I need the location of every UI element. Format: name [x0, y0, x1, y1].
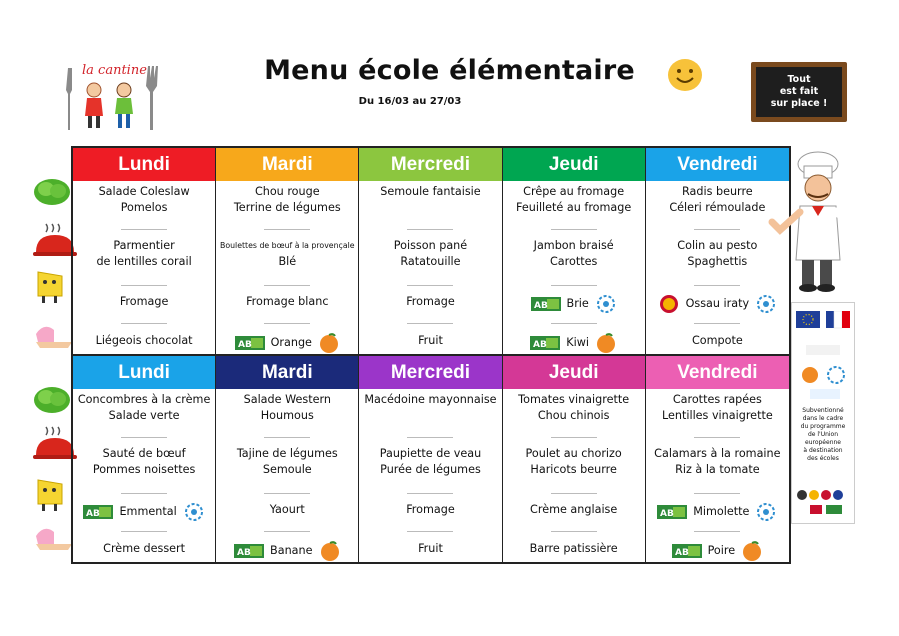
chef-illustration	[762, 150, 872, 295]
organic-label-icon	[83, 505, 113, 519]
day-header: Mardi	[216, 148, 358, 181]
milk-program-icon	[755, 294, 777, 314]
svg-text:AB: AB	[533, 301, 548, 311]
starter: Tomates vinaigrette Chou chinois	[518, 393, 630, 422]
main-course: Sauté de bœuf Pommes noisettes	[92, 447, 196, 476]
organic-label-icon	[657, 505, 687, 519]
day-column	[73, 356, 216, 562]
dessert: AB Kiwi	[503, 333, 645, 353]
lettuce-icon-2	[32, 383, 72, 415]
day-header: Jeudi	[503, 148, 645, 181]
svg-text:AB: AB	[660, 509, 675, 519]
chalkboard-sign	[751, 62, 847, 122]
cheese-character-icon-2	[32, 476, 70, 512]
day-header: Mercredi	[359, 148, 501, 181]
day-column	[216, 148, 359, 354]
svg-text:AB: AB	[674, 548, 689, 558]
day-header: Jeudi	[503, 356, 645, 389]
day-header: Lundi	[73, 148, 215, 181]
svg-text:la cantine: la cantine	[82, 63, 147, 78]
milk-program-icon	[183, 502, 205, 522]
date-range: Du 16/03 au 27/03	[358, 96, 462, 107]
organic-label-icon	[530, 336, 560, 350]
aop-label-icon	[658, 294, 680, 314]
fruit-school-program-icon	[741, 541, 763, 561]
starter: Salade Coleslaw Pomelos	[98, 185, 190, 214]
milk-program-icon	[755, 502, 777, 522]
main-course: Jambon braisé Carottes	[533, 239, 614, 268]
lettuce-icon	[32, 175, 72, 207]
chalkboard-text: Tout est fait sur place !	[756, 67, 842, 117]
dairy: AB Emmental	[73, 502, 215, 522]
svg-text:AB: AB	[237, 548, 251, 558]
dairy: Fromage	[406, 295, 455, 308]
svg-text:AB: AB	[237, 340, 252, 350]
quality-labels-icons	[796, 489, 852, 517]
dessert: Fruit	[418, 334, 443, 347]
day-column	[646, 356, 789, 562]
fruit-school-program-icon	[318, 333, 340, 353]
dairy: Ossau iraty	[646, 294, 789, 314]
dessert: Crème dessert	[103, 542, 186, 555]
main-course: Colin au pesto Spaghettis	[677, 239, 758, 268]
dessert: AB Poire	[646, 541, 789, 561]
starter: Salade Western Houmous	[243, 393, 331, 422]
main-course: Tajine de légumes Semoule	[236, 447, 338, 476]
dairy: Crème anglaise	[530, 503, 618, 516]
main-course: Poisson pané Ratatouille	[393, 239, 468, 268]
main-course: Poulet au chorizo Haricots beurre	[525, 447, 622, 476]
dairy: Fromage blanc	[246, 295, 329, 308]
eu-flag-icon	[796, 311, 850, 339]
dessert: Compote	[691, 334, 743, 347]
week-1	[73, 148, 789, 354]
organic-label-icon	[235, 336, 265, 350]
eu-program-panel	[791, 302, 855, 524]
dairy: Fromage	[119, 295, 169, 308]
dairy: AB Brie	[503, 294, 645, 314]
starter: Semoule fantaisie	[380, 185, 481, 198]
main-course: Parmentier de lentilles corail	[96, 239, 192, 268]
main-course: Paupiette de veau Purée de légumes	[379, 447, 482, 476]
dessert: Liégeois chocolat	[95, 334, 193, 347]
day-column	[359, 356, 502, 562]
organic-label-icon	[531, 297, 561, 311]
starter: Concombres à la crème Salade verte	[77, 393, 211, 422]
eu-subsidy-text: Subventionné dans le cadre du programme de l'Union européenne à destination des écoles	[800, 407, 846, 462]
organic-label-icon	[234, 544, 264, 558]
dairy: AB Mimolette	[646, 502, 789, 522]
fruit-school-program-icon	[319, 541, 341, 561]
dessert: Barre patissière	[529, 542, 618, 555]
day-header: Mercredi	[359, 356, 501, 389]
svg-text:AB: AB	[86, 509, 101, 519]
day-header: Mardi	[216, 356, 358, 389]
day-header: Vendredi	[646, 148, 789, 181]
week-2	[73, 354, 789, 562]
day-column	[359, 148, 502, 354]
organic-label-icon	[672, 544, 702, 558]
dessert: AB Banane	[216, 541, 358, 561]
dessert-hand-icon-2	[32, 522, 74, 552]
dessert-hand-icon	[32, 320, 74, 350]
svg-text:AB: AB	[533, 340, 548, 350]
fruit-school-program-icon	[595, 333, 617, 353]
day-column	[503, 148, 646, 354]
day-column	[216, 356, 359, 562]
menu-grid	[71, 146, 791, 564]
day-header: Lundi	[73, 356, 215, 389]
starter: Crêpe au fromage Feuilleté au fromage	[516, 185, 632, 214]
starter: Radis beurre Céleri rémoulade	[669, 185, 766, 214]
milk-program-icon	[595, 294, 617, 314]
dairy: Yaourt	[269, 503, 305, 516]
day-column	[73, 148, 216, 354]
starter: Macédoine mayonnaise	[364, 393, 497, 406]
dessert: Fruit	[418, 542, 443, 555]
main-course: Boulettes de bœuf à la provençale Blé	[219, 241, 355, 268]
dairy: Fromage	[406, 503, 455, 516]
franceagrimer-logos	[796, 345, 852, 403]
menu-title: Menu école élémentaire	[264, 55, 635, 86]
cheese-character-icon	[32, 268, 70, 304]
smiley-icon	[667, 58, 703, 92]
dessert: AB Orange	[216, 333, 358, 353]
starter: Chou rouge Terrine de légumes	[233, 185, 341, 214]
day-column	[503, 356, 646, 562]
main-course: Calamars à la romaine Riz à la tomate	[654, 447, 781, 476]
starter: Carottes rapées Lentilles vinaigrette	[661, 393, 773, 422]
day-header: Vendredi	[646, 356, 789, 389]
